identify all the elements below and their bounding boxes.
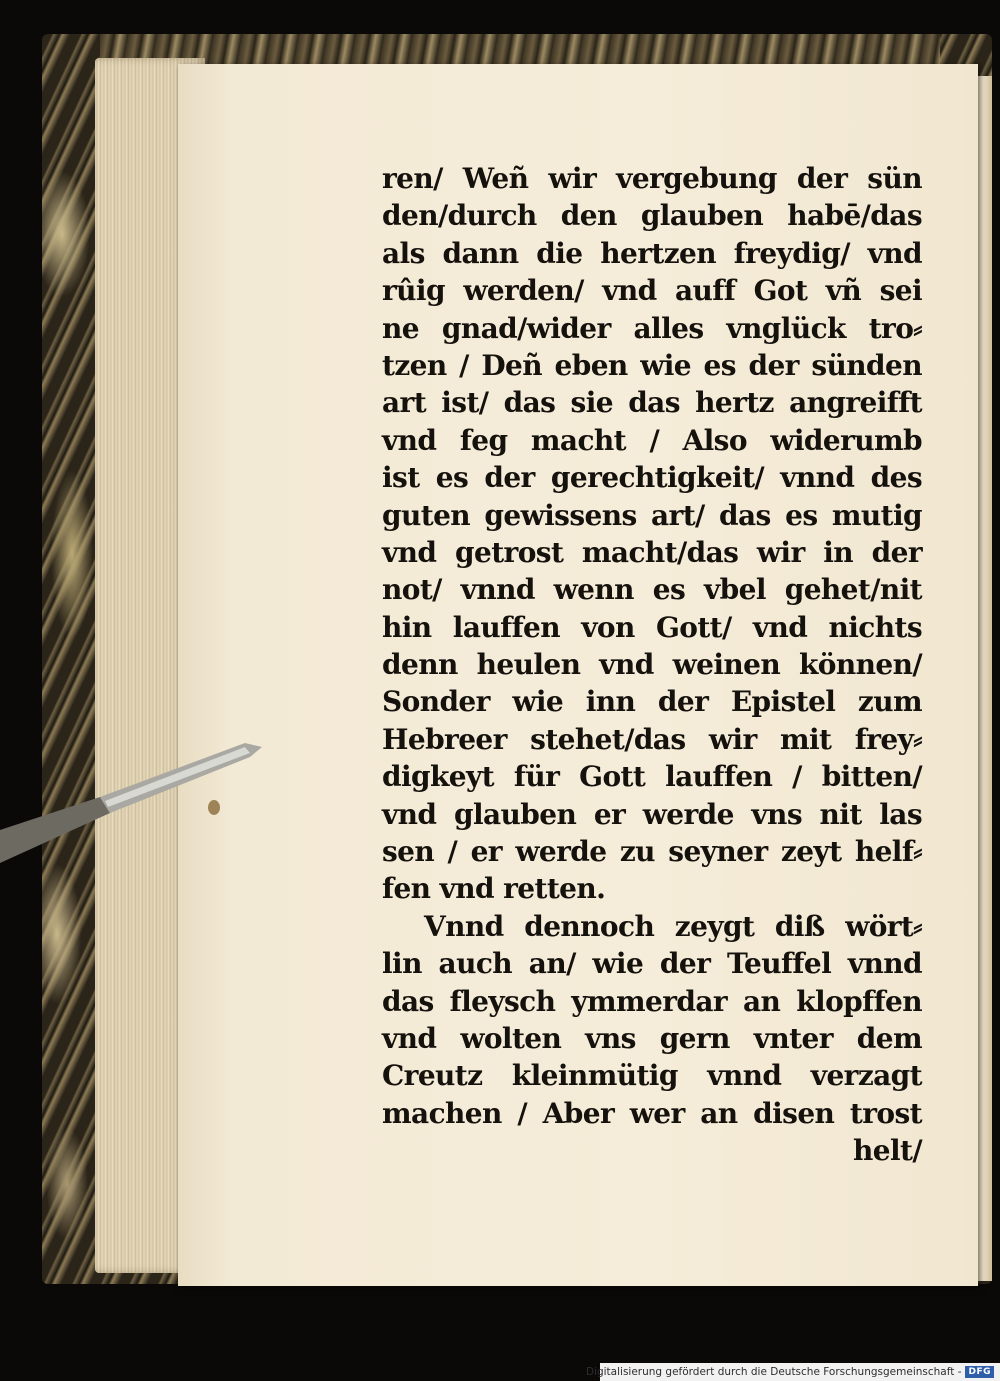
text-line: ist es der gerechtigkeit/ vnnd des (382, 461, 922, 495)
text-line: Hebreer stehet/das wir mit frey⸗ (382, 722, 922, 756)
text-line: machen / Aber wer an disen trost (382, 1096, 922, 1130)
text-line: lin auch an/ wie der Teuffel vnnd (382, 947, 922, 981)
text-line: Creutz kleinmütig vnnd verzagt (382, 1059, 922, 1093)
text-line: Vnnd dennoch zeygt diß wört⸗ (424, 909, 922, 943)
text-line: not/ vnnd wenn es vbel gehet/nit (382, 573, 922, 607)
text-line: digkeyt für Gott lauffen / bitten/ (382, 760, 922, 794)
page-text-block (382, 160, 922, 1170)
text-line: guten gewissens art/ das es mutig (382, 498, 922, 532)
text-line: als dann die hertzen freydig/ vnd (382, 236, 922, 270)
text-line: vnd feg macht / Also widerumb (382, 423, 922, 457)
digitization-footer (585, 1363, 1000, 1381)
catchword: helt/ (853, 1134, 922, 1168)
text-line: den/durch den glauben habē/das (382, 199, 922, 233)
text-line: ne gnad/wider alles vnglück tro⸗ (382, 311, 922, 345)
text-line: das fleysch ymmerdar an klopffen (382, 984, 922, 1018)
text-line: Sonder wie inn der Epistel zum (382, 685, 922, 719)
text-line: hin lauffen von Gott/ vnd nichts (382, 610, 922, 644)
dfg-logo-icon: DFG (965, 1366, 994, 1378)
text-line: tzen / Deñ eben wie es der sünden (382, 348, 922, 382)
text-line: sen / er werde zu seyner zeyt helf⸗ (382, 835, 922, 869)
text-line: vnd glauben er werde vns nit las (382, 797, 922, 831)
text-line: ren/ Weñ wir vergebung der sün (382, 162, 922, 195)
letter-opener-icon (0, 735, 280, 875)
text-line: art ist/ das sie das hertz angreifft (382, 386, 922, 420)
text-line: fen vnd retten. (382, 872, 606, 906)
text-line: vnd wolten vns gern vnter dem (382, 1021, 922, 1055)
text-line: vnd getrost macht/das wir in der (382, 535, 922, 569)
text-line: denn heulen vnd weinen können/ (382, 648, 922, 682)
book-cover-top-edge (100, 34, 940, 64)
text-line: rûig werden/ vnd auff Got vñ sei (382, 274, 922, 308)
footer-credit: Digitalisierung gefördert durch die Deutsche Forschungsgemeinschaft - (585, 1366, 962, 1378)
